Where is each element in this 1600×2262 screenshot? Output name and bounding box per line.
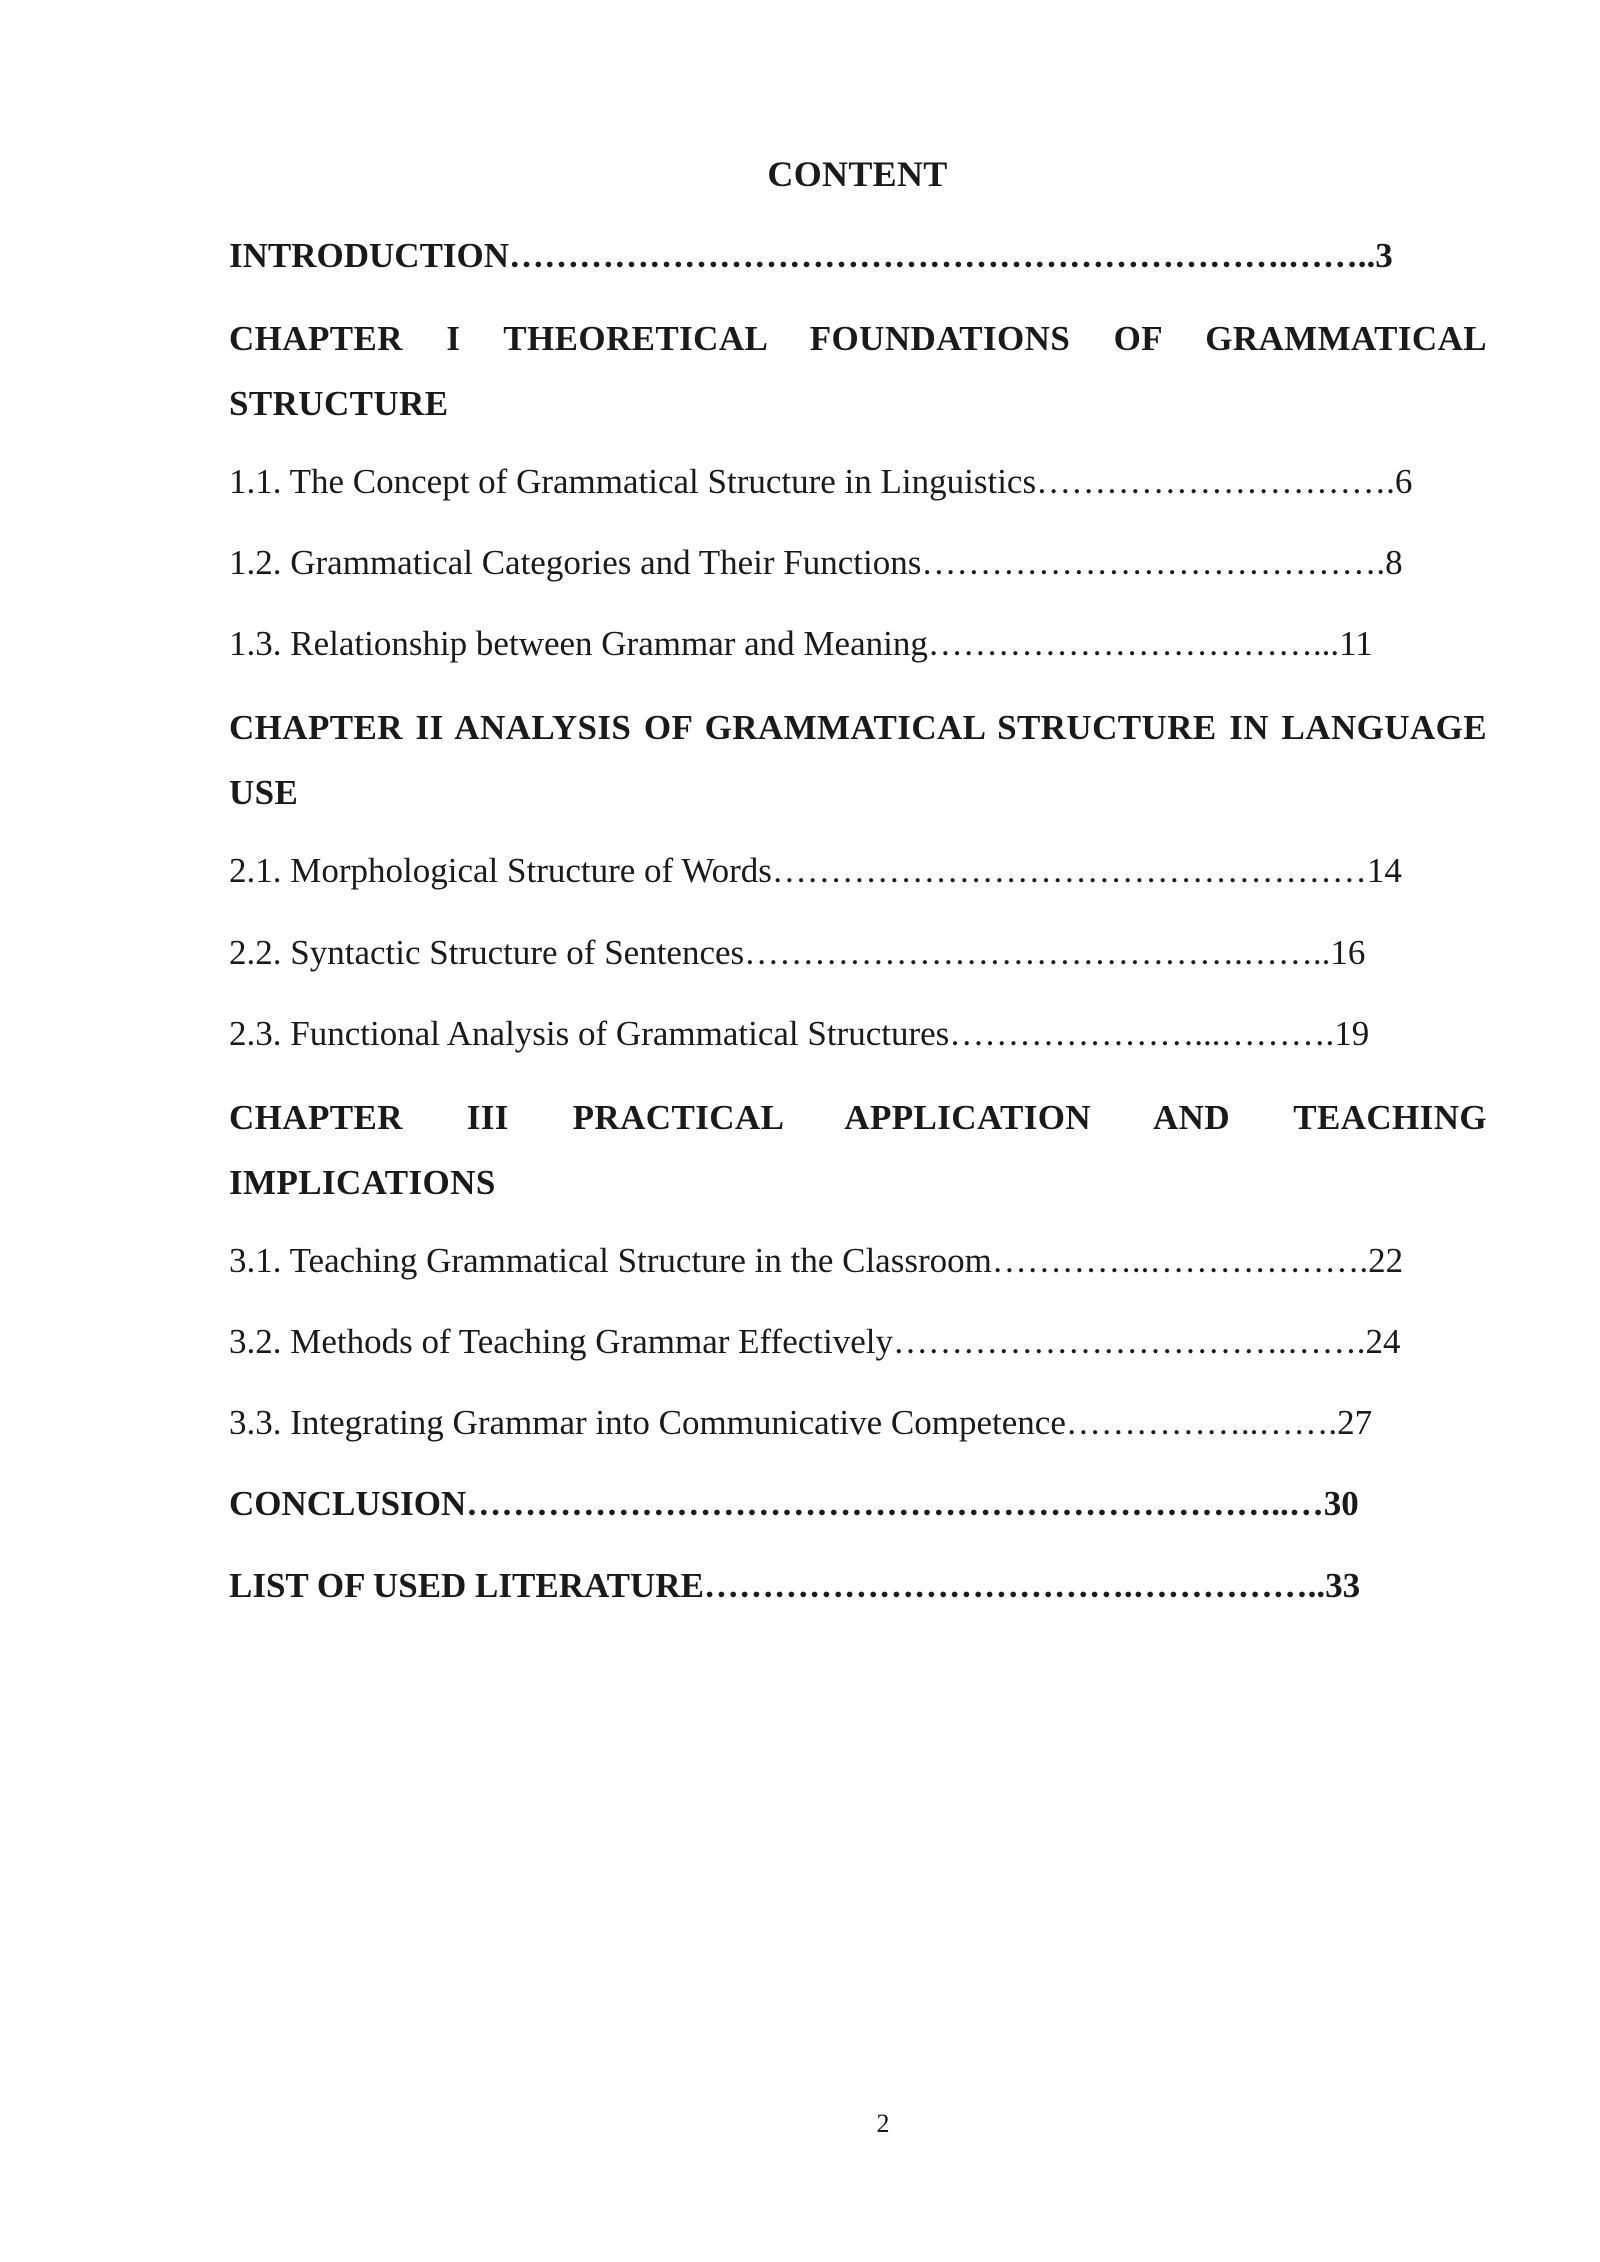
toc-entry-section-2-2: 2.2. Syntactic Structure of Sentences…………………………………….……..16 <box>229 933 1366 972</box>
toc-entry-section-3-1: 3.1. Teaching Grammatical Structure in the Classroom…………..……………….22 <box>229 1241 1404 1280</box>
toc-entry-literature: LIST OF USED LITERATURE……………………………….……………..33 <box>229 1566 1361 1605</box>
toc-entry-section-2-1: 2.1. Morphological Structure of Words……………………………………………14 <box>229 851 1402 890</box>
toc-entry-section-3-2: 3.2. Methods of Teaching Grammar Effectively…………………………….…….24 <box>229 1322 1401 1361</box>
toc-chapter-2-heading: CHAPTER II ANALYSIS OF GRAMMATICAL STRUCTURE IN LANGUAGE USE <box>229 708 1487 812</box>
page-number: 2 <box>876 2109 890 2138</box>
toc-entry-section-1-3: 1.3. Relationship between Grammar and Meaning……………………………...11 <box>229 624 1373 663</box>
toc-chapter-3-heading: CHAPTER III PRACTICAL APPLICATION AND TEACHING IMPLICATIONS <box>229 1098 1487 1202</box>
toc-entry-section-1-1: 1.1. The Concept of Grammatical Structure in Linguistics………………………….6 <box>229 462 1413 501</box>
toc-chapter-1-heading: CHAPTER I THEORETICAL FOUNDATIONS OF GRAMMATICAL STRUCTURE <box>229 319 1487 423</box>
toc-entry-section-3-3: 3.3. Integrating Grammar into Communicative Competence……………..…….27 <box>229 1403 1373 1442</box>
toc-entry-section-2-3: 2.3. Functional Analysis of Grammatical Structures…………………...……….19 <box>229 1014 1370 1053</box>
toc-entry-conclusion: CONCLUSION……………………………………………………………..…30 <box>229 1484 1359 1523</box>
toc-entry-section-1-2: 1.2. Grammatical Categories and Their Functions………………………………….8 <box>229 543 1403 582</box>
page-title: CONTENT <box>767 154 948 194</box>
toc-entry-introduction: INTRODUCTION………………………………………………………….……..3 <box>229 236 1393 275</box>
